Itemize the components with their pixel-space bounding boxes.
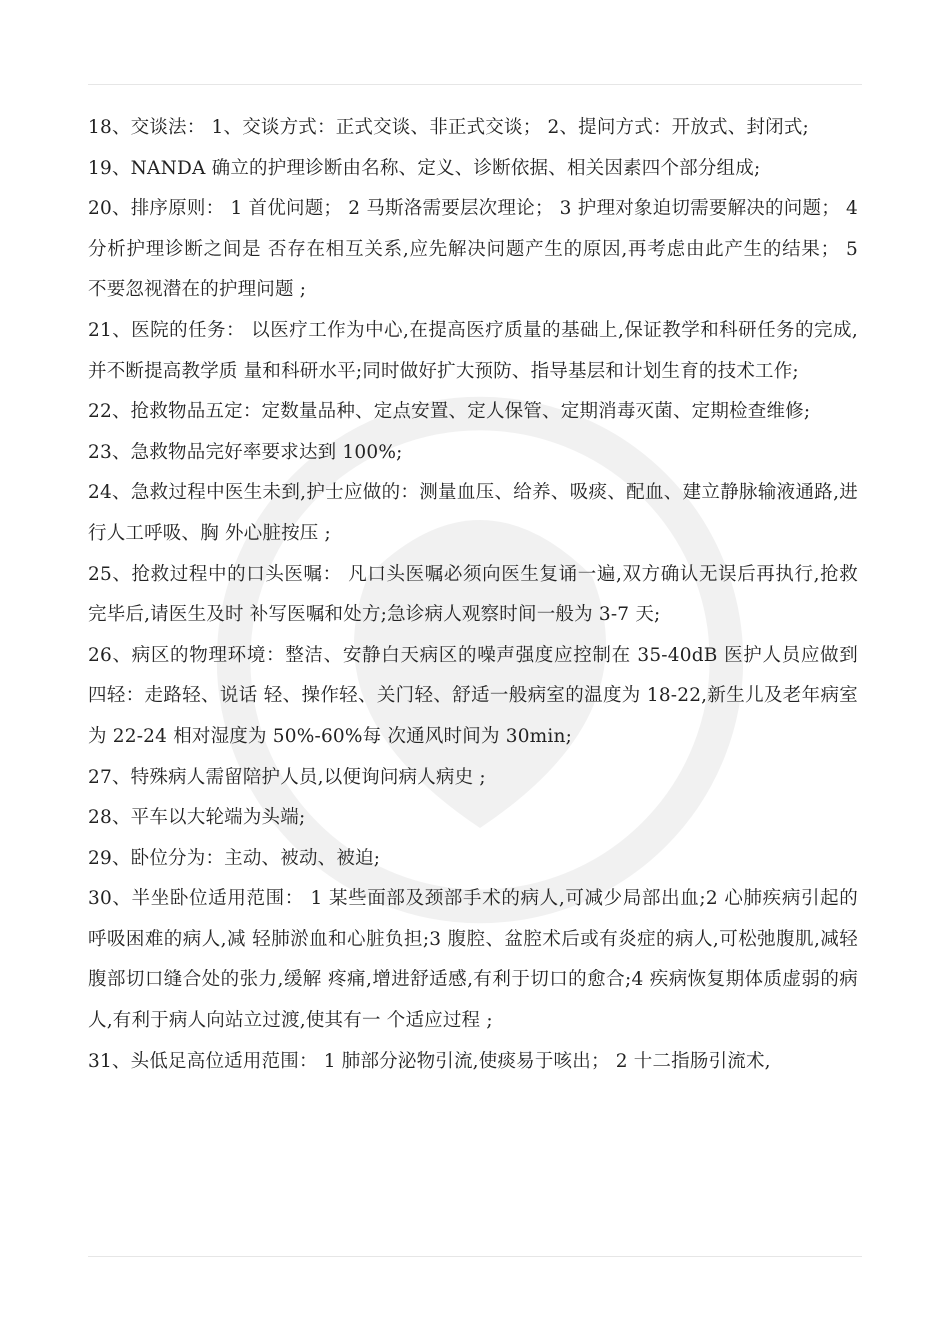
header-divider [88,84,862,85]
paragraph-19: 19、NANDA 确立的护理诊断由名称、定义、诊断依据、相关因素四个部分组成; [88,157,761,179]
paragraph-18: 18、交谈法： 1、交谈方式：正式交谈、非正式交谈； 2、提问方式：开放式、封闭式; [88,117,809,138]
footer-divider [88,1256,862,1257]
paragraph-27: 27、特殊病人需留陪护人员,以便询问病人病史 ; [88,766,486,788]
paragraph-29: 29、卧位分为：主动、被动、被迫; [88,847,381,869]
document-body [88,108,858,1082]
paragraph-28: 28、平车以大轮端为头端; [88,807,306,829]
paragraph-26: 26、病区的物理环境：整洁、安静白天病区的噪声强度应控制在 35-40dB 医护人员应做到四轻：走路轻、说话 轻、操作轻、关门轻、舒适一般病室的温度为 18-22,新生儿及老年病室为 22-24 相对湿度为 50%-60%每 次通风时间为 30min; [88,644,858,747]
paragraph-22: 22、抢救物品五定：定数量品种、定点安置、定人保管、定期消毒灭菌、定期检查维修; [88,401,811,423]
paragraph-31: 31、头低足高位适用范围： 1 肺部分泌物引流,使痰易于咳出； 2 十二指肠引流术, [88,1050,771,1072]
paragraph-25: 25、抢救过程中的口头医嘱： 凡口头医嘱必须向医生复诵一遍,双方确认无误后再执行,抢救完毕后,请医生及时 补写医嘱和处方;急诊病人观察时间一般为 3-7 天; [88,563,858,626]
paragraph-23: 23、急救物品完好率要求达到 100%; [88,441,403,463]
paragraph-21: 21、医院的任务： 以医疗工作为中心,在提高医疗质量的基础上,保证教学和科研任务的完成,并不断提高教学质 量和科研水平;同时做好扩大预防、指导基层和计划生育的技术工作; [88,319,858,382]
paragraph-20: 20、排序原则： 1 首优问题； 2 马斯洛需要层次理论； 3 护理对象迫切需要解决的问题； 4 分析护理诊断之间是 否存在相互关系,应先解决问题产生的原因,再考虑由此产生的结果； 5 不要忽视潜在的护理问题 ; [88,198,858,301]
paragraph-24: 24、急救过程中医生未到,护士应做的：测量血压、给养、吸痰、配血、建立静脉输液通路,进行人工呼吸、胸 外心脏按压 ; [88,482,858,544]
paragraph-30: 30、半坐卧位适用范围： 1 某些面部及颈部手术的病人,可减少局部出血;2 心肺疾病引起的呼吸困难的病人,减 轻肺淤血和心脏负担;3 腹腔、盆腔术后或有炎症的病人,可松弛腹肌,减轻腹部切口缝合处的张力,缓解 疼痛,增进舒适感,有利于切口的愈合;4 疾病恢复期体质虚弱的病人,有利于病人向站立过渡,使其有一 个适应过程 ; [88,888,858,1032]
